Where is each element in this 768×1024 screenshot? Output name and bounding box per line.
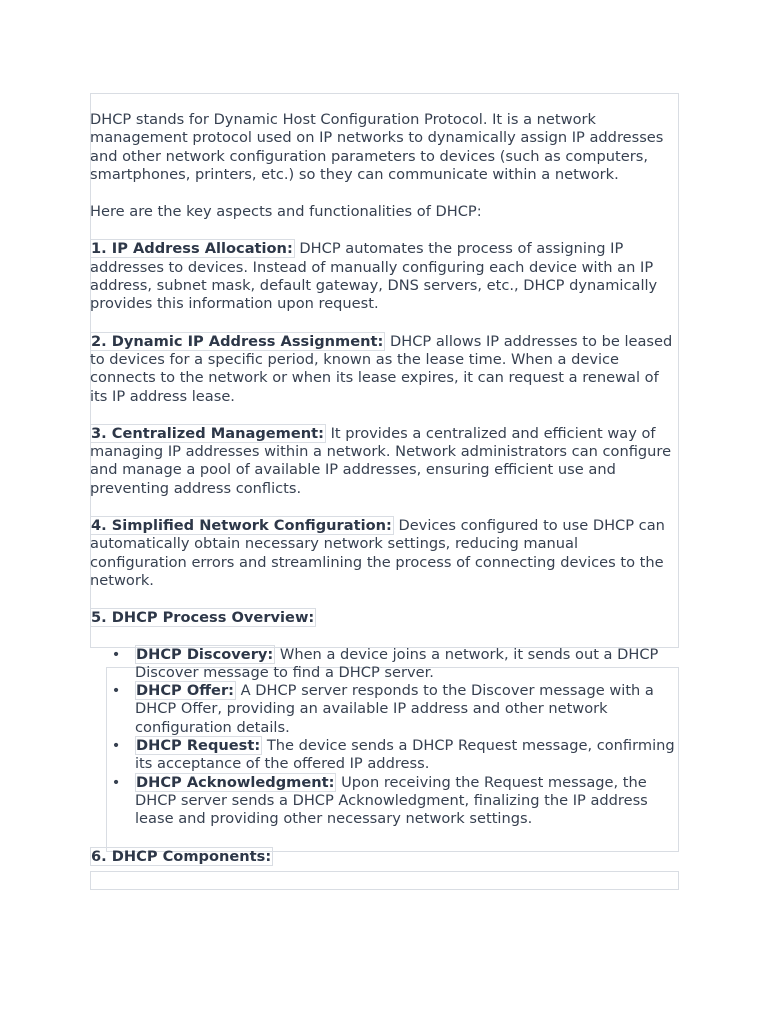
step-term: DHCP Request: xyxy=(136,737,261,755)
section-heading: 4. Simplified Network Configuration: xyxy=(91,517,392,535)
intro-paragraph: DHCP stands for Dynamic Host Configuration Protocol. It is a network management protocol used on IP networks to dynamically assign IP addresses and other network configuration parameters to devices (such as computers, smartphones, printers, etc.) so they can communicate within a network. xyxy=(90,111,664,183)
list-item-dhcp-acknowledgment xyxy=(111,773,679,829)
document-body xyxy=(90,111,679,885)
key-aspects-intro: Here are the key aspects and functionalities of DHCP: xyxy=(90,203,482,221)
step-term: DHCP Discovery: xyxy=(136,645,274,663)
step-text: The device sends a DHCP Request message, confirming its acceptance of the offered IP address. xyxy=(135,737,675,773)
section-simplified-configuration xyxy=(90,517,679,590)
section-text: DHCP automates the process of assigning IP addresses to devices. Instead of manually configuring each device with an IP address, subnet mask, default gateway, DNS servers, etc., DHCP dynamically provides this information upon request. xyxy=(90,240,658,313)
section-heading: 1. IP Address Allocation: xyxy=(91,240,293,258)
step-term: DHCP Acknowledgment: xyxy=(136,773,335,791)
components-heading: 6. DHCP Components: xyxy=(91,847,272,865)
section-ip-address-allocation xyxy=(90,240,679,313)
components-heading-line xyxy=(90,848,679,866)
list-item-dhcp-request xyxy=(111,737,679,774)
list-item-dhcp-offer xyxy=(111,682,679,737)
bullet-icon: • xyxy=(111,773,121,791)
section-centralized-management xyxy=(90,425,679,498)
section-text: DHCP allows IP addresses to be leased to devices for a specific period, known as the lease time. When a device connects to the network or when its lease expires, it can request a renewal of its IP address lease. xyxy=(90,332,673,405)
step-text: Upon receiving the Request message, the DHCP server sends a DHCP Acknowledgment, finalizing the IP address lease and providing other necessary network settings. xyxy=(135,773,648,828)
section-heading: 3. Centralized Management: xyxy=(91,424,324,442)
process-overview-heading-line xyxy=(90,609,679,627)
bullet-icon: • xyxy=(111,645,121,663)
step-text: When a device joins a network, it sends out a DHCP Discover message to find a DHCP server. xyxy=(135,645,659,681)
section-heading: 2. Dynamic IP Address Assignment: xyxy=(91,332,384,350)
section-dynamic-ip-assignment xyxy=(90,333,679,406)
bullet-icon: • xyxy=(111,737,121,755)
process-overview-heading: 5. DHCP Process Overview: xyxy=(91,609,315,627)
bullet-icon: • xyxy=(111,682,121,700)
section-text: Devices configured to use DHCP can automatically obtain necessary network settings, reducing manual configuration errors and streamlining the process of connecting devices to the network. xyxy=(90,517,665,589)
section-text: It provides a centralized and efficient way of managing IP addresses within a network. Network administrators can configure and manage a pool of available IP addresses, ensuring efficient use and preventing address conflicts. xyxy=(90,424,672,497)
process-steps-list xyxy=(90,646,679,829)
step-term: DHCP Offer: xyxy=(136,682,234,700)
list-item-dhcp-discovery xyxy=(111,645,679,683)
step-text: A DHCP server responds to the Discover message with a DHCP Offer, providing an available IP address and other network configuration details. xyxy=(135,682,654,736)
